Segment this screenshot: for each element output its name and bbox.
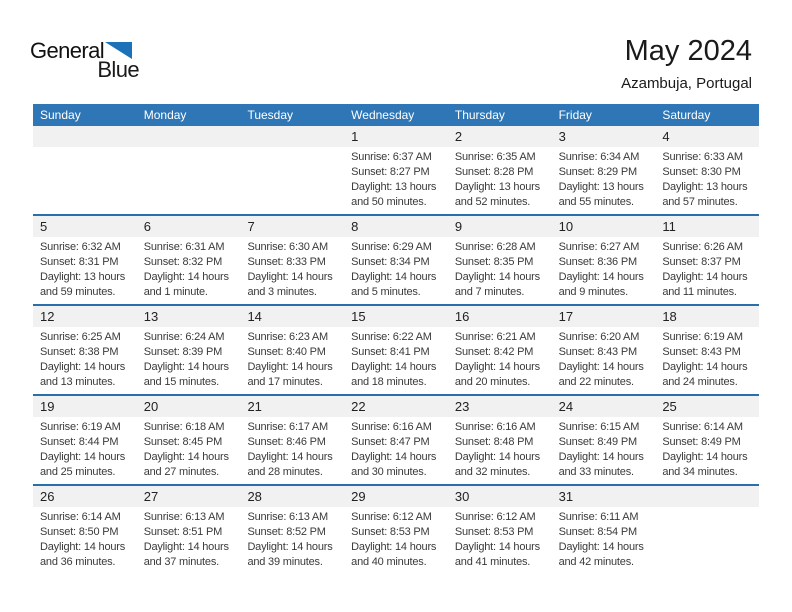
day-cell-16 (448, 327, 552, 394)
general-blue-logo (30, 40, 140, 81)
day-31-daylight-minutes: and 42 minutes. (558, 556, 634, 568)
date-band-week-4 (33, 396, 759, 417)
week-body-2 (33, 237, 759, 304)
day-14-sunrise: Sunrise: 6:23 AM (247, 331, 329, 343)
date-band-week-3 (33, 306, 759, 327)
day-15-daylight-hours: Daylight: 14 hours (351, 361, 437, 373)
day-number-22: 22 (351, 399, 366, 414)
day-number-15: 15 (351, 309, 366, 324)
day-cell-7 (240, 237, 344, 304)
day-number-5: 5 (40, 219, 48, 234)
day-cell-5 (33, 237, 137, 304)
day-16-sunset: Sunset: 8:42 PM (454, 346, 534, 358)
day-21-daylight-minutes: and 28 minutes. (247, 466, 323, 478)
day-cell-28 (240, 507, 344, 574)
day-25-sunset: Sunset: 8:49 PM (662, 436, 741, 448)
day-number-16: 16 (454, 309, 470, 324)
day-20-daylight-hours: Daylight: 14 hours (143, 451, 229, 463)
day-26-sunset: Sunset: 8:50 PM (40, 526, 119, 538)
weekday-header-saturday: Saturday (662, 108, 711, 122)
day-18-daylight-minutes: and 24 minutes. (662, 376, 738, 388)
day-15-daylight-minutes: and 18 minutes. (351, 376, 427, 388)
day-cell-10 (552, 237, 656, 304)
day-21-sunset: Sunset: 8:46 PM (247, 436, 326, 448)
date-band-week-5 (33, 486, 759, 507)
day-19-sunrise: Sunrise: 6:19 AM (40, 421, 121, 433)
day-cell-27 (137, 507, 241, 574)
day-cell-24 (552, 417, 656, 484)
day-cell-9 (448, 237, 552, 304)
day-11-sunrise: Sunrise: 6:26 AM (662, 241, 743, 253)
day-23-daylight-minutes: and 32 minutes. (454, 466, 531, 478)
day-28-sunrise: Sunrise: 6:13 AM (247, 511, 329, 523)
day-21-sunrise: Sunrise: 6:17 AM (247, 421, 329, 433)
day-27-daylight-hours: Daylight: 14 hours (143, 541, 229, 553)
day-8-sunset: Sunset: 8:34 PM (351, 256, 430, 268)
day-3-daylight-hours: Daylight: 13 hours (558, 181, 644, 193)
day-8-daylight-hours: Daylight: 14 hours (351, 271, 437, 283)
day-number-19: 19 (40, 399, 55, 414)
day-cell-2 (448, 147, 552, 214)
title-block (621, 36, 752, 92)
day-2-sunset: Sunset: 8:28 PM (454, 166, 534, 178)
day-10-sunrise: Sunrise: 6:27 AM (558, 241, 640, 253)
day-16-sunrise: Sunrise: 6:21 AM (454, 331, 536, 343)
day-number-12: 12 (40, 309, 55, 324)
empty-day-cell (240, 147, 344, 214)
day-number-25: 25 (662, 399, 677, 414)
day-9-daylight-minutes: and 7 minutes. (454, 286, 525, 298)
day-number-10: 10 (558, 219, 574, 234)
day-25-sunrise: Sunrise: 6:14 AM (662, 421, 743, 433)
day-18-daylight-hours: Daylight: 14 hours (662, 361, 748, 373)
date-band-week-2 (33, 216, 759, 237)
day-28-sunset: Sunset: 8:52 PM (247, 526, 326, 538)
day-2-sunrise: Sunrise: 6:35 AM (454, 151, 536, 163)
day-30-daylight-hours: Daylight: 14 hours (454, 541, 540, 553)
day-16-daylight-minutes: and 20 minutes. (454, 376, 531, 388)
day-5-daylight-hours: Daylight: 13 hours (40, 271, 126, 283)
day-14-sunset: Sunset: 8:40 PM (247, 346, 326, 358)
day-cell-17 (552, 327, 656, 394)
day-cell-15 (344, 327, 448, 394)
empty-day-cell (33, 147, 137, 214)
day-31-sunset: Sunset: 8:54 PM (558, 526, 637, 538)
day-13-sunset: Sunset: 8:39 PM (143, 346, 223, 358)
day-cell-21 (240, 417, 344, 484)
day-29-daylight-hours: Daylight: 14 hours (351, 541, 437, 553)
day-13-daylight-hours: Daylight: 14 hours (143, 361, 229, 373)
week-body-5 (33, 507, 759, 574)
day-19-daylight-hours: Daylight: 14 hours (40, 451, 126, 463)
day-3-sunset: Sunset: 8:29 PM (558, 166, 637, 178)
week-row-4 (33, 394, 759, 484)
day-5-sunset: Sunset: 8:31 PM (40, 256, 119, 268)
day-22-daylight-hours: Daylight: 14 hours (351, 451, 437, 463)
day-8-daylight-minutes: and 5 minutes. (351, 286, 421, 298)
week-body-1 (33, 147, 759, 214)
day-13-daylight-minutes: and 15 minutes. (143, 376, 219, 388)
day-number-23: 23 (454, 399, 470, 414)
day-10-sunset: Sunset: 8:36 PM (558, 256, 637, 268)
empty-date-cell (655, 486, 759, 507)
day-9-sunrise: Sunrise: 6:28 AM (454, 241, 536, 253)
day-number-2: 2 (454, 129, 463, 144)
day-29-daylight-minutes: and 40 minutes. (351, 556, 427, 568)
day-26-sunrise: Sunrise: 6:14 AM (40, 511, 121, 523)
day-23-daylight-hours: Daylight: 14 hours (454, 451, 540, 463)
day-17-sunrise: Sunrise: 6:20 AM (558, 331, 640, 343)
empty-date-cell (240, 126, 344, 147)
day-29-sunrise: Sunrise: 6:12 AM (351, 511, 432, 523)
day-number-26: 26 (40, 489, 55, 504)
day-10-daylight-hours: Daylight: 14 hours (558, 271, 644, 283)
day-number-8: 8 (351, 219, 359, 234)
day-27-sunrise: Sunrise: 6:13 AM (143, 511, 225, 523)
day-3-daylight-minutes: and 55 minutes. (558, 196, 634, 208)
day-cell-4 (655, 147, 759, 214)
day-number-29: 29 (351, 489, 366, 504)
day-4-sunset: Sunset: 8:30 PM (662, 166, 741, 178)
day-18-sunrise: Sunrise: 6:19 AM (662, 331, 743, 343)
week-row-5 (33, 484, 759, 574)
day-30-sunset: Sunset: 8:53 PM (454, 526, 534, 538)
day-12-sunset: Sunset: 8:38 PM (40, 346, 119, 358)
day-number-17: 17 (558, 309, 574, 324)
day-number-27: 27 (143, 489, 159, 504)
day-4-daylight-minutes: and 57 minutes. (662, 196, 738, 208)
day-22-sunset: Sunset: 8:47 PM (351, 436, 430, 448)
day-20-sunset: Sunset: 8:45 PM (143, 436, 223, 448)
day-number-18: 18 (662, 309, 677, 324)
day-11-daylight-hours: Daylight: 14 hours (662, 271, 748, 283)
weekday-header-thursday: Thursday (454, 108, 505, 122)
day-cell-23 (448, 417, 552, 484)
day-cell-31 (552, 507, 656, 574)
day-21-daylight-hours: Daylight: 14 hours (247, 451, 333, 463)
logo-word-general: General (30, 38, 105, 63)
day-number-11: 11 (662, 219, 676, 234)
day-cell-1 (344, 147, 448, 214)
day-14-daylight-minutes: and 17 minutes. (247, 376, 323, 388)
day-cell-30 (448, 507, 552, 574)
day-cell-12 (33, 327, 137, 394)
day-18-sunset: Sunset: 8:43 PM (662, 346, 741, 358)
day-23-sunrise: Sunrise: 6:16 AM (454, 421, 536, 433)
day-26-daylight-hours: Daylight: 14 hours (40, 541, 126, 553)
day-number-3: 3 (558, 129, 566, 144)
day-12-sunrise: Sunrise: 6:25 AM (40, 331, 121, 343)
day-11-daylight-minutes: and 11 minutes. (662, 286, 737, 298)
day-27-sunset: Sunset: 8:51 PM (143, 526, 223, 538)
day-5-sunrise: Sunrise: 6:32 AM (40, 241, 121, 253)
day-22-daylight-minutes: and 30 minutes. (351, 466, 427, 478)
week-body-4 (33, 417, 759, 484)
day-number-4: 4 (662, 129, 670, 144)
empty-date-cell (33, 126, 137, 147)
day-number-20: 20 (143, 399, 159, 414)
day-16-daylight-hours: Daylight: 14 hours (454, 361, 540, 373)
day-number-14: 14 (247, 309, 262, 324)
weekday-header-row (33, 104, 759, 126)
empty-day-cell (655, 507, 759, 574)
day-30-daylight-minutes: and 41 minutes. (454, 556, 531, 568)
day-17-daylight-hours: Daylight: 14 hours (558, 361, 644, 373)
day-3-sunrise: Sunrise: 6:34 AM (558, 151, 640, 163)
day-number-28: 28 (247, 489, 262, 504)
day-13-sunrise: Sunrise: 6:24 AM (143, 331, 225, 343)
day-9-daylight-hours: Daylight: 14 hours (454, 271, 540, 283)
day-10-daylight-minutes: and 9 minutes. (558, 286, 628, 298)
day-7-daylight-hours: Daylight: 14 hours (247, 271, 333, 283)
day-17-sunset: Sunset: 8:43 PM (558, 346, 637, 358)
day-20-daylight-minutes: and 27 minutes. (143, 466, 219, 478)
day-20-sunrise: Sunrise: 6:18 AM (143, 421, 225, 433)
day-2-daylight-hours: Daylight: 13 hours (454, 181, 540, 193)
day-12-daylight-hours: Daylight: 14 hours (40, 361, 126, 373)
day-24-sunrise: Sunrise: 6:15 AM (558, 421, 640, 433)
day-31-sunrise: Sunrise: 6:11 AM (558, 511, 639, 523)
day-23-sunset: Sunset: 8:48 PM (454, 436, 534, 448)
day-7-daylight-minutes: and 3 minutes. (247, 286, 317, 298)
day-number-7: 7 (247, 219, 255, 234)
day-29-sunset: Sunset: 8:53 PM (351, 526, 430, 538)
day-cell-8 (344, 237, 448, 304)
day-cell-20 (137, 417, 241, 484)
day-cell-3 (552, 147, 656, 214)
day-2-daylight-minutes: and 52 minutes. (454, 196, 531, 208)
page-title: May 2024 (624, 35, 752, 67)
day-1-sunset: Sunset: 8:27 PM (351, 166, 430, 178)
day-19-daylight-minutes: and 25 minutes. (40, 466, 116, 478)
day-24-sunset: Sunset: 8:49 PM (558, 436, 637, 448)
day-cell-13 (137, 327, 241, 394)
day-9-sunset: Sunset: 8:35 PM (454, 256, 534, 268)
weekday-header-tuesday: Tuesday (247, 108, 294, 122)
day-30-sunrise: Sunrise: 6:12 AM (454, 511, 536, 523)
day-12-daylight-minutes: and 13 minutes. (40, 376, 116, 388)
day-14-daylight-hours: Daylight: 14 hours (247, 361, 333, 373)
day-15-sunrise: Sunrise: 6:22 AM (351, 331, 432, 343)
day-cell-29 (344, 507, 448, 574)
weekday-header-sunday: Sunday (40, 108, 81, 122)
week-body-3 (33, 327, 759, 394)
day-26-daylight-minutes: and 36 minutes. (40, 556, 116, 568)
day-cell-22 (344, 417, 448, 484)
day-24-daylight-hours: Daylight: 14 hours (558, 451, 644, 463)
week-row-1 (33, 126, 759, 214)
day-28-daylight-hours: Daylight: 14 hours (247, 541, 333, 553)
empty-date-cell (137, 126, 241, 147)
day-cell-25 (655, 417, 759, 484)
day-25-daylight-hours: Daylight: 14 hours (662, 451, 748, 463)
day-6-daylight-minutes: and 1 minute. (143, 286, 208, 298)
day-number-9: 9 (454, 219, 463, 234)
day-27-daylight-minutes: and 37 minutes. (143, 556, 219, 568)
day-number-1: 1 (351, 129, 359, 144)
empty-day-cell (137, 147, 241, 214)
day-7-sunset: Sunset: 8:33 PM (247, 256, 326, 268)
day-cell-19 (33, 417, 137, 484)
day-4-daylight-hours: Daylight: 13 hours (662, 181, 748, 193)
day-28-daylight-minutes: and 39 minutes. (247, 556, 323, 568)
day-number-24: 24 (558, 399, 574, 414)
day-11-sunset: Sunset: 8:37 PM (662, 256, 741, 268)
day-cell-14 (240, 327, 344, 394)
weekday-header-wednesday: Wednesday (351, 108, 415, 122)
day-5-daylight-minutes: and 59 minutes. (40, 286, 116, 298)
day-4-sunrise: Sunrise: 6:33 AM (662, 151, 743, 163)
day-number-6: 6 (143, 219, 151, 234)
day-22-sunrise: Sunrise: 6:16 AM (351, 421, 432, 433)
day-17-daylight-minutes: and 22 minutes. (558, 376, 634, 388)
week-row-2 (33, 214, 759, 304)
day-6-daylight-hours: Daylight: 14 hours (143, 271, 229, 283)
day-1-daylight-hours: Daylight: 13 hours (351, 181, 437, 193)
day-cell-11 (655, 237, 759, 304)
calendar-grid (33, 126, 759, 574)
logo-word-blue: Blue (97, 57, 139, 82)
day-number-31: 31 (558, 489, 574, 504)
weekday-header-friday: Friday (558, 108, 592, 122)
day-cell-26 (33, 507, 137, 574)
day-1-sunrise: Sunrise: 6:37 AM (351, 151, 432, 163)
day-number-21: 21 (247, 399, 262, 414)
day-number-13: 13 (143, 309, 159, 324)
day-6-sunset: Sunset: 8:32 PM (143, 256, 223, 268)
day-1-daylight-minutes: and 50 minutes. (351, 196, 427, 208)
page-subtitle: Azambuja, Portugal (621, 74, 752, 92)
day-15-sunset: Sunset: 8:41 PM (351, 346, 430, 358)
day-cell-18 (655, 327, 759, 394)
day-8-sunrise: Sunrise: 6:29 AM (351, 241, 432, 253)
day-31-daylight-hours: Daylight: 14 hours (558, 541, 644, 553)
day-25-daylight-minutes: and 34 minutes. (662, 466, 738, 478)
day-6-sunrise: Sunrise: 6:31 AM (143, 241, 225, 253)
calendar-table (33, 104, 759, 574)
day-19-sunset: Sunset: 8:44 PM (40, 436, 119, 448)
date-band-week-1 (33, 126, 759, 147)
day-cell-6 (137, 237, 241, 304)
week-row-3 (33, 304, 759, 394)
day-7-sunrise: Sunrise: 6:30 AM (247, 241, 329, 253)
weekday-header-monday: Monday (143, 108, 187, 122)
day-number-30: 30 (454, 489, 470, 504)
day-24-daylight-minutes: and 33 minutes. (558, 466, 634, 478)
